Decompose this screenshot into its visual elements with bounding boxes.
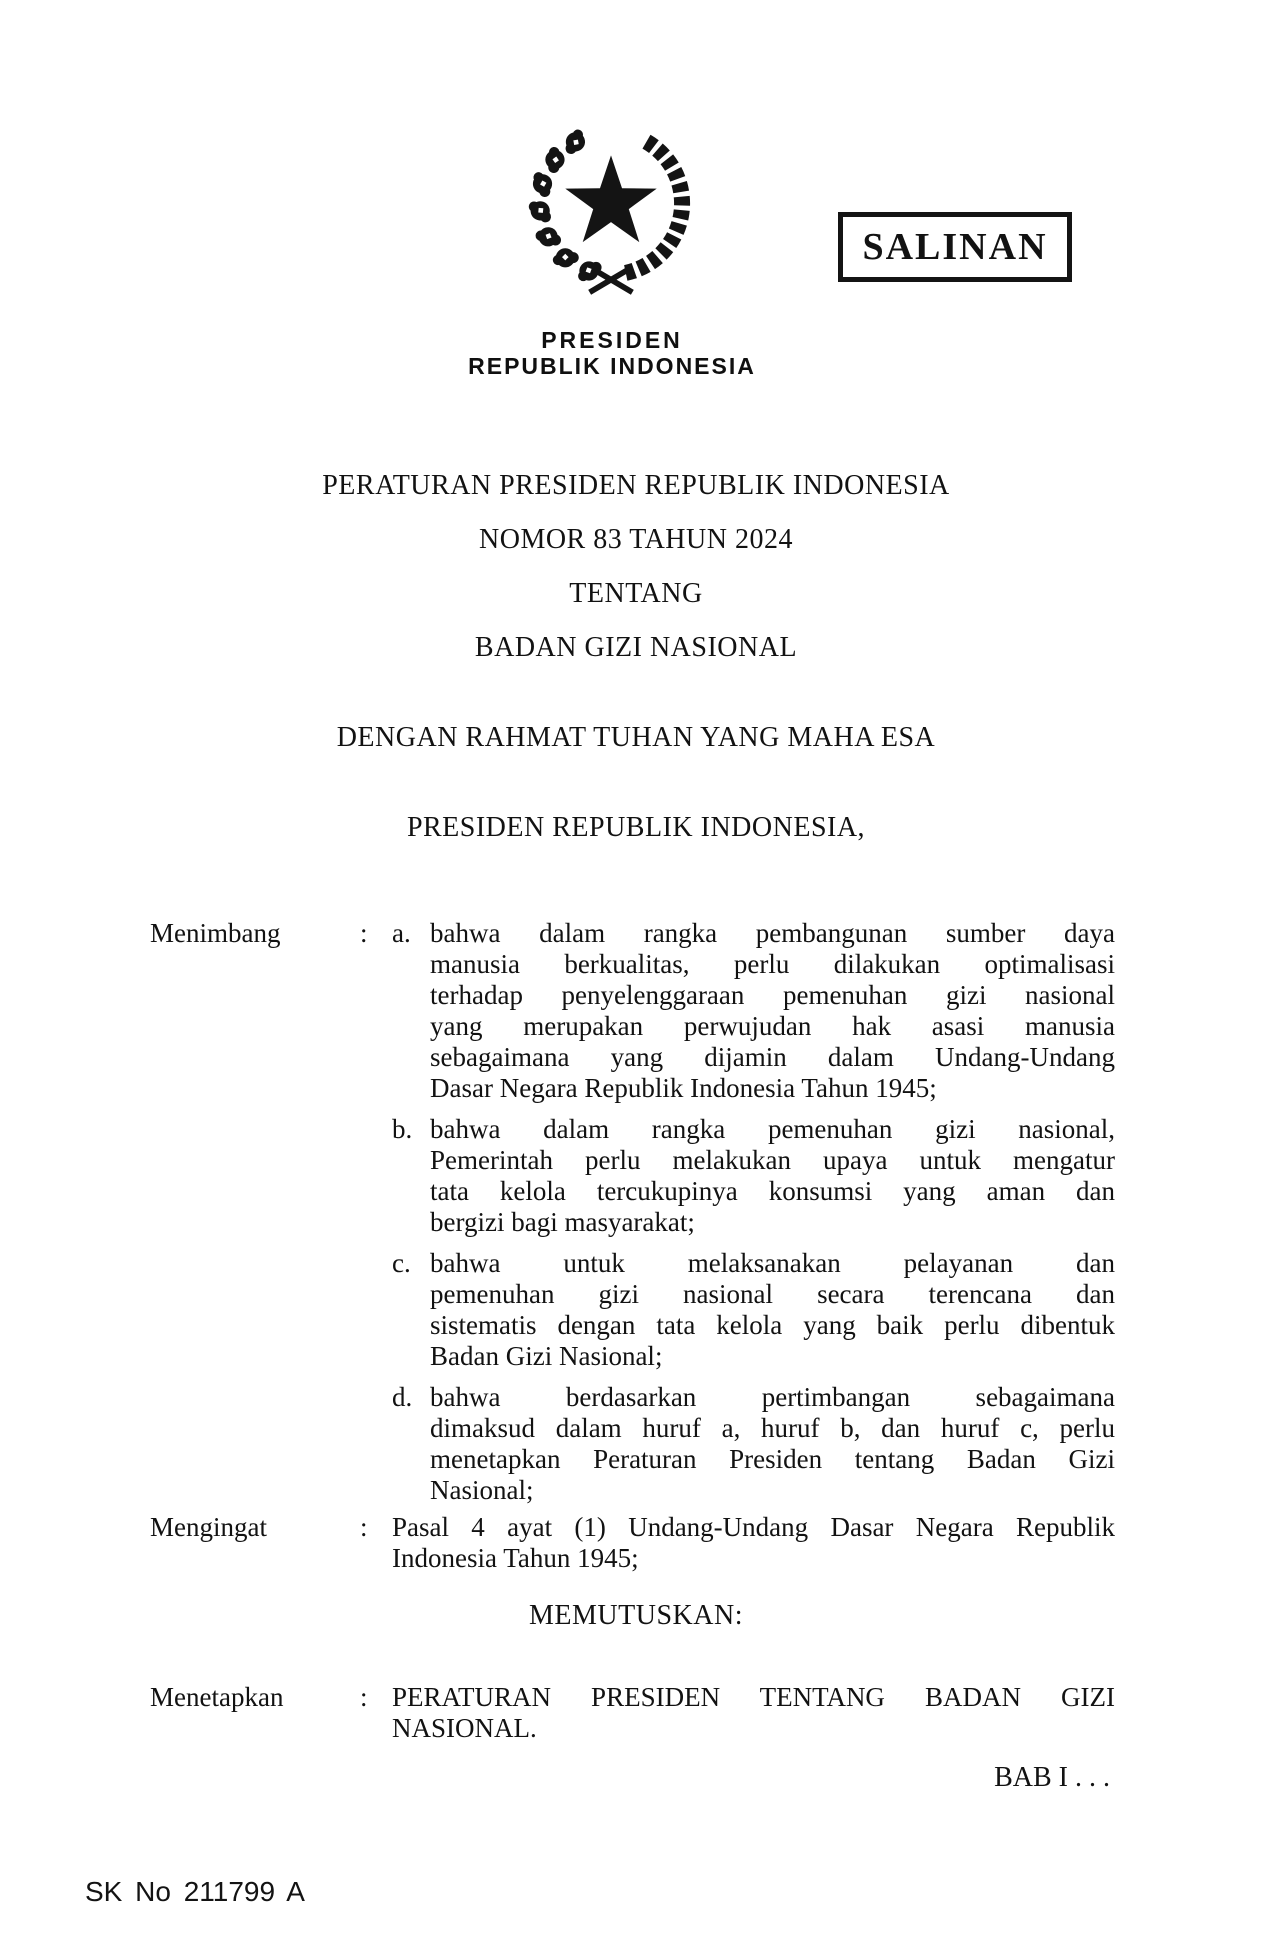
text-line: Pasal 4 ayat (1) Undang-Undang Dasar Negara Republik xyxy=(392,1512,1115,1542)
decision-heading: MEMUTUSKAN: xyxy=(529,1600,743,1631)
legal-basis-label: Mengingat xyxy=(150,1512,267,1542)
text-line: tata kelola tercukupinya konsumsi yang aman dan xyxy=(430,1176,1115,1206)
text-line: sebagaimana yang dijamin dalam Undang-Undang xyxy=(430,1042,1115,1072)
regulation-subject: BADAN GIZI NASIONAL xyxy=(474,632,798,663)
item-letter: a. xyxy=(392,918,411,948)
item-text xyxy=(430,918,1115,1104)
authority-line: PRESIDEN REPUBLIK INDONESIA, xyxy=(406,812,866,843)
regulation-title: PERATURAN PRESIDEN REPUBLIK INDONESIA xyxy=(322,470,950,501)
text-line: bahwa berdasarkan pertimbangan sebagaimana xyxy=(430,1382,1115,1412)
item-letter: b. xyxy=(392,1114,413,1144)
text-line: Dasar Negara Republik Indonesia Tahun 1945; xyxy=(430,1073,937,1103)
text-line: bahwa untuk melaksanakan pelayanan dan xyxy=(430,1248,1115,1278)
considering-items xyxy=(392,918,1115,1506)
item-letter: d. xyxy=(392,1382,413,1412)
invocation-line: DENGAN RAHMAT TUHAN YANG MAHA ESA xyxy=(336,722,936,753)
considering-item xyxy=(392,918,1115,1104)
sk-number: SK No 211799 A xyxy=(85,1876,305,1907)
text-line: PERATURAN PRESIDEN TENTANG BADAN GIZI xyxy=(392,1682,1115,1712)
text-line: bergizi bagi masyarakat; xyxy=(430,1207,695,1237)
legal-basis-text xyxy=(392,1512,1115,1574)
item-text xyxy=(430,1248,1115,1372)
considering-item xyxy=(392,1248,1115,1372)
salinan-stamp xyxy=(838,212,1072,282)
considering-item xyxy=(392,1114,1115,1238)
text-line: terhadap penyelenggaraan pemenuhan gizi nasional xyxy=(430,980,1115,1010)
legal-basis-colon: : xyxy=(360,1512,368,1542)
enacting-colon: : xyxy=(360,1682,368,1712)
text-line: Pemerintah perlu melakukan upaya untuk mengatur xyxy=(430,1145,1115,1175)
considering-colon: : xyxy=(360,918,368,948)
text-line: Badan Gizi Nasional; xyxy=(430,1341,663,1371)
text-line: Indonesia Tahun 1945; xyxy=(392,1543,639,1573)
text-line: manusia berkualitas, perlu dilakukan optimalisasi xyxy=(430,949,1115,979)
continuation-marker: BAB I . . . xyxy=(994,1762,1110,1793)
enacting-label: Menetapkan xyxy=(150,1682,284,1712)
legal-basis-section xyxy=(150,1512,1115,1574)
text-line: yang merupakan perwujudan hak asasi manusia xyxy=(430,1011,1115,1041)
letterhead-republik-indonesia: REPUBLIK INDONESIA xyxy=(468,353,756,379)
presidential-seal xyxy=(522,118,700,303)
enacting-section xyxy=(150,1682,1115,1744)
item-text xyxy=(430,1382,1115,1506)
text-line: bahwa dalam rangka pemenuhan gizi nasional, xyxy=(430,1114,1115,1144)
letterhead-presiden: PRESIDEN xyxy=(541,327,683,353)
text-line: sistematis dengan tata kelola yang baik perlu dibentuk xyxy=(430,1310,1115,1340)
text-line: pemenuhan gizi nasional secara terencana dan xyxy=(430,1279,1115,1309)
enacting-text xyxy=(392,1682,1115,1744)
tentang-heading: TENTANG xyxy=(569,578,703,609)
text-line: menetapkan Peraturan Presiden tentang Badan Gizi xyxy=(430,1444,1115,1474)
star-wreath-emblem-icon xyxy=(522,118,700,303)
text-line: NASIONAL. xyxy=(392,1713,537,1743)
star-icon xyxy=(565,155,656,242)
text-line: dimaksud dalam huruf a, huruf b, dan huruf c, perlu xyxy=(430,1413,1115,1443)
item-letter: c. xyxy=(392,1248,411,1278)
item-text xyxy=(430,1114,1115,1238)
considering-label: Menimbang xyxy=(150,918,281,948)
salinan-stamp-label: SALINAN xyxy=(862,225,1048,268)
text-line: bahwa dalam rangka pembangunan sumber daya xyxy=(430,918,1115,948)
regulation-number: NOMOR 83 TAHUN 2024 xyxy=(479,524,793,555)
considering-item xyxy=(392,1382,1115,1506)
letterhead xyxy=(468,327,756,379)
text-line: Nasional; xyxy=(430,1475,534,1505)
considering-section xyxy=(150,918,1115,1506)
